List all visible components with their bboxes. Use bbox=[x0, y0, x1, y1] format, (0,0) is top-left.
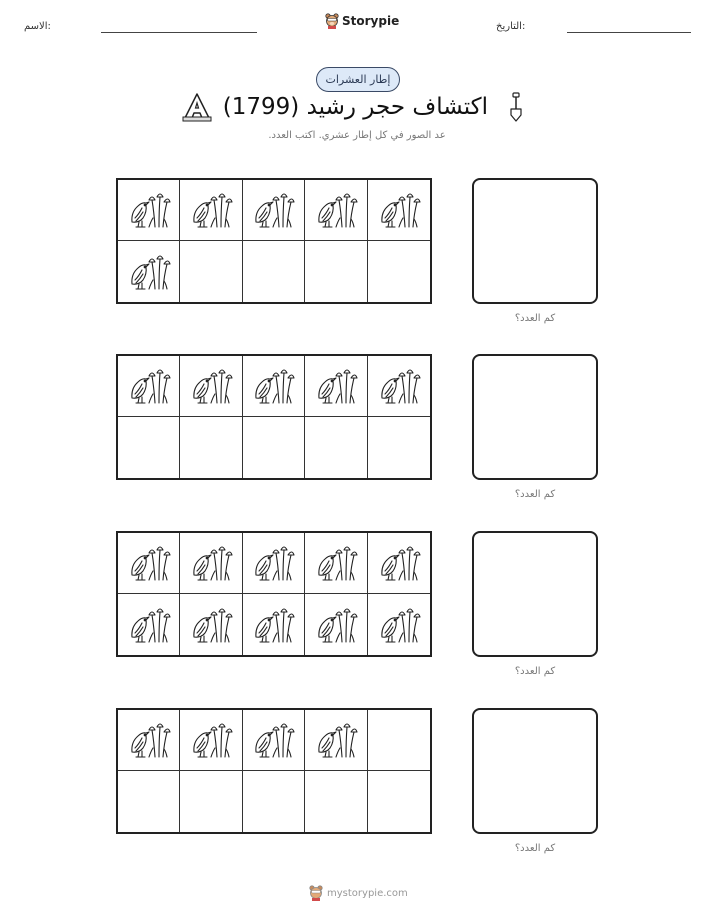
bird-and-papyrus-icon bbox=[377, 364, 421, 408]
bird-and-papyrus-icon bbox=[189, 718, 233, 762]
ten-frame-cell bbox=[118, 710, 180, 771]
letter-a-block-icon bbox=[181, 91, 213, 123]
page-title: اكتشاف حجر رشيد (1799) bbox=[222, 94, 488, 120]
bear-mascot-icon bbox=[309, 885, 323, 901]
date-label: التاريخ: bbox=[496, 21, 526, 32]
bird-and-papyrus-icon bbox=[377, 541, 421, 585]
ten-frame-cell bbox=[368, 356, 430, 417]
ten-frame-cell bbox=[118, 533, 180, 594]
bird-and-papyrus-icon bbox=[314, 718, 358, 762]
name-line[interactable] bbox=[101, 32, 257, 33]
ten-frame-cell bbox=[118, 771, 180, 832]
bird-and-papyrus-icon bbox=[251, 718, 295, 762]
ten-frame-cell bbox=[180, 241, 242, 302]
answer-prompt: كم العدد؟ bbox=[514, 666, 556, 677]
topic-badge: إطار العشرات bbox=[316, 67, 400, 92]
footer-url: mystorypie.com bbox=[327, 887, 408, 899]
ten-frame-cell bbox=[118, 594, 180, 655]
ten-frame-cell bbox=[118, 356, 180, 417]
ten-frame-cell bbox=[368, 771, 430, 832]
ten-frame-cell bbox=[368, 533, 430, 594]
bird-and-papyrus-icon bbox=[189, 603, 233, 647]
ten-frame-cell bbox=[305, 241, 367, 302]
ten-frame-cell bbox=[368, 180, 430, 241]
ten-frame-cell bbox=[180, 771, 242, 832]
footer bbox=[309, 885, 408, 901]
ten-frame-cell bbox=[243, 356, 305, 417]
ten-frame-cell bbox=[118, 417, 180, 478]
ten-frame-cell bbox=[305, 180, 367, 241]
bird-and-papyrus-icon bbox=[127, 188, 171, 232]
ten-frame-cell bbox=[180, 356, 242, 417]
ten-frame-cell bbox=[180, 180, 242, 241]
ten-frame-cell bbox=[243, 533, 305, 594]
answer-prompt: كم العدد؟ bbox=[514, 313, 556, 324]
ten-frame-cell bbox=[305, 417, 367, 478]
bird-and-papyrus-icon bbox=[377, 188, 421, 232]
ten-frame-cell bbox=[243, 594, 305, 655]
bird-and-papyrus-icon bbox=[314, 364, 358, 408]
ten-frame-cell bbox=[243, 180, 305, 241]
ten-frame-cell bbox=[368, 417, 430, 478]
bird-and-papyrus-icon bbox=[127, 603, 171, 647]
ten-frame-cell bbox=[243, 771, 305, 832]
ten-frame-cell bbox=[305, 771, 367, 832]
ten-frame-3 bbox=[116, 531, 432, 657]
ten-frame-cell bbox=[243, 417, 305, 478]
name-label: الاسم: bbox=[24, 21, 51, 32]
bird-and-papyrus-icon bbox=[127, 541, 171, 585]
bird-and-papyrus-icon bbox=[251, 364, 295, 408]
ten-frame-cell bbox=[180, 533, 242, 594]
ten-frame-cell bbox=[305, 356, 367, 417]
ten-frame-1 bbox=[116, 178, 432, 304]
bird-and-papyrus-icon bbox=[314, 188, 358, 232]
answer-prompt: كم العدد؟ bbox=[514, 843, 556, 854]
bird-and-papyrus-icon bbox=[314, 541, 358, 585]
brand-logo bbox=[325, 13, 399, 29]
bird-and-papyrus-icon bbox=[189, 188, 233, 232]
bird-and-papyrus-icon bbox=[127, 718, 171, 762]
answer-box-3[interactable] bbox=[472, 531, 598, 657]
bird-and-papyrus-icon bbox=[251, 188, 295, 232]
ten-frame-cell bbox=[243, 710, 305, 771]
bird-and-papyrus-icon bbox=[127, 364, 171, 408]
ten-frame-cell bbox=[305, 533, 367, 594]
ten-frame-cell bbox=[305, 710, 367, 771]
ten-frame-4 bbox=[116, 708, 432, 834]
ten-frame-cell bbox=[118, 180, 180, 241]
ten-frame-cell bbox=[368, 241, 430, 302]
answer-box-2[interactable] bbox=[472, 354, 598, 480]
ten-frame-cell bbox=[118, 241, 180, 302]
answer-prompt: كم العدد؟ bbox=[514, 489, 556, 500]
ten-frame-cell bbox=[180, 594, 242, 655]
bird-and-papyrus-icon bbox=[127, 250, 171, 294]
ten-frame-cell bbox=[368, 710, 430, 771]
bird-and-papyrus-icon bbox=[377, 603, 421, 647]
ten-frame-cell bbox=[243, 241, 305, 302]
bird-and-papyrus-icon bbox=[251, 603, 295, 647]
answer-box-1[interactable] bbox=[472, 178, 598, 304]
ten-frame-cell bbox=[180, 710, 242, 771]
ten-frame-cell bbox=[180, 417, 242, 478]
answer-box-4[interactable] bbox=[472, 708, 598, 834]
ten-frame-2 bbox=[116, 354, 432, 480]
shovel-icon bbox=[509, 92, 523, 122]
date-line[interactable] bbox=[567, 32, 691, 33]
ten-frame-cell bbox=[305, 594, 367, 655]
bear-mascot-icon bbox=[325, 13, 339, 29]
instructions: عد الصور في كل إطار عشري. اكتب العدد. bbox=[268, 130, 446, 141]
bird-and-papyrus-icon bbox=[189, 541, 233, 585]
bird-and-papyrus-icon bbox=[189, 364, 233, 408]
brand-name: Storypie bbox=[342, 14, 400, 28]
ten-frame-cell bbox=[368, 594, 430, 655]
bird-and-papyrus-icon bbox=[251, 541, 295, 585]
bird-and-papyrus-icon bbox=[314, 603, 358, 647]
